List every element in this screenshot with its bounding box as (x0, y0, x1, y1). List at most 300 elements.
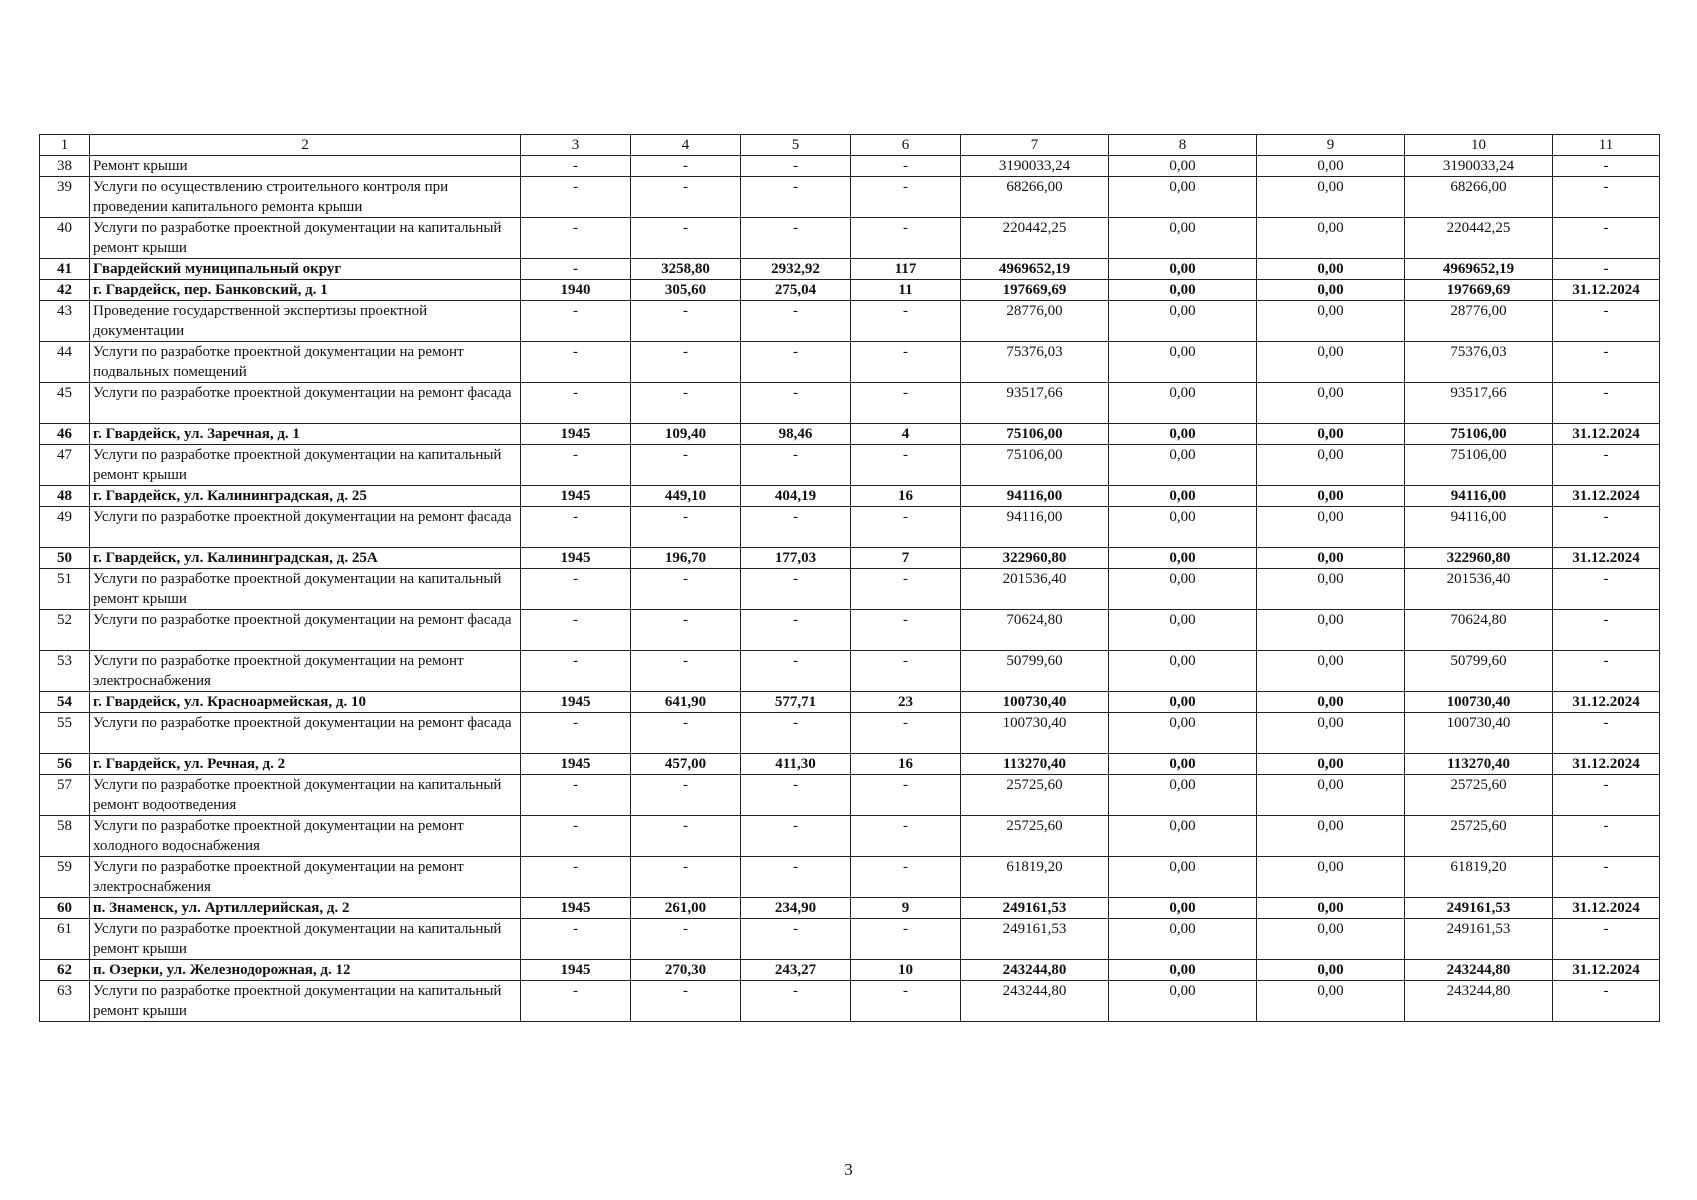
cell-item-name: Услуги по разработке проектной документации на ремонт электроснабжения (90, 857, 521, 898)
cell-year: - (521, 981, 631, 1022)
cell-completion-date: - (1553, 507, 1660, 548)
cell-completion-date: - (1553, 383, 1660, 424)
cell-cost-fund: 0,00 (1109, 775, 1257, 816)
cell-residents: 7 (851, 548, 961, 569)
cell-residents: 23 (851, 692, 961, 713)
header-cell: 7 (961, 135, 1109, 156)
cell-residents: - (851, 857, 961, 898)
cell-completion-date: - (1553, 342, 1660, 383)
cell-cost-total: 75106,00 (961, 424, 1109, 445)
cell-row-number: 47 (40, 445, 90, 486)
table-row (40, 218, 1660, 259)
cell-area-total: - (631, 857, 741, 898)
cell-item-name: г. Гвардейск, ул. Заречная, д. 1 (90, 424, 521, 445)
cell-cost-fund: 0,00 (1109, 301, 1257, 342)
cell-cost-fund: 0,00 (1109, 280, 1257, 301)
table-row (40, 981, 1660, 1022)
cell-cost-total: 93517,66 (961, 383, 1109, 424)
table-row (40, 445, 1660, 486)
cell-area-living: 577,71 (741, 692, 851, 713)
cell-item-name: п. Знаменск, ул. Артиллерийская, д. 2 (90, 898, 521, 919)
cell-cost-fund: 0,00 (1109, 259, 1257, 280)
cell-item-name: Гвардейский муниципальный округ (90, 259, 521, 280)
cell-residents: 16 (851, 754, 961, 775)
cell-row-number: 44 (40, 342, 90, 383)
table-row (40, 816, 1660, 857)
cell-cost-owner: 61819,20 (1405, 857, 1553, 898)
cell-completion-date: - (1553, 569, 1660, 610)
header-cell: 1 (40, 135, 90, 156)
cell-cost-other: 0,00 (1257, 651, 1405, 692)
cell-cost-total: 68266,00 (961, 177, 1109, 218)
cell-cost-other: 0,00 (1257, 857, 1405, 898)
cell-cost-fund: 0,00 (1109, 218, 1257, 259)
cell-cost-owner: 243244,80 (1405, 960, 1553, 981)
cell-row-number: 56 (40, 754, 90, 775)
cell-cost-total: 75106,00 (961, 445, 1109, 486)
cell-area-living: - (741, 713, 851, 754)
cell-completion-date: - (1553, 301, 1660, 342)
cell-cost-owner: 75376,03 (1405, 342, 1553, 383)
cell-area-living: 404,19 (741, 486, 851, 507)
table-row (40, 156, 1660, 177)
cell-item-name: г. Гвардейск, ул. Калининградская, д. 25А (90, 548, 521, 569)
table-body (40, 135, 1660, 1022)
cell-cost-fund: 0,00 (1109, 445, 1257, 486)
cell-completion-date: 31.12.2024 (1553, 754, 1660, 775)
cell-cost-other: 0,00 (1257, 424, 1405, 445)
cell-cost-other: 0,00 (1257, 156, 1405, 177)
cell-cost-owner: 100730,40 (1405, 713, 1553, 754)
cell-area-total: 305,60 (631, 280, 741, 301)
cell-year: - (521, 857, 631, 898)
cell-area-living: 275,04 (741, 280, 851, 301)
page-number: 3 (844, 1160, 853, 1179)
cell-residents: - (851, 610, 961, 651)
cell-cost-fund: 0,00 (1109, 177, 1257, 218)
cell-row-number: 45 (40, 383, 90, 424)
cell-cost-fund: 0,00 (1109, 610, 1257, 651)
cell-year: - (521, 218, 631, 259)
cell-cost-total: 201536,40 (961, 569, 1109, 610)
header-row (40, 135, 1660, 156)
cell-year: - (521, 445, 631, 486)
cell-completion-date: - (1553, 445, 1660, 486)
cell-area-living: - (741, 610, 851, 651)
cell-completion-date: 31.12.2024 (1553, 692, 1660, 713)
cell-row-number: 61 (40, 919, 90, 960)
table-row-address (40, 424, 1660, 445)
cell-year: 1945 (521, 692, 631, 713)
cell-completion-date: 31.12.2024 (1553, 424, 1660, 445)
cell-cost-total: 28776,00 (961, 301, 1109, 342)
cell-cost-total: 322960,80 (961, 548, 1109, 569)
cell-item-name: Услуги по разработке проектной документации на капитальный ремонт крыши (90, 919, 521, 960)
cell-completion-date: - (1553, 981, 1660, 1022)
cell-area-total: - (631, 713, 741, 754)
cell-year: 1945 (521, 898, 631, 919)
cell-cost-fund: 0,00 (1109, 486, 1257, 507)
cell-row-number: 54 (40, 692, 90, 713)
cell-area-total: - (631, 919, 741, 960)
cell-completion-date: - (1553, 218, 1660, 259)
cell-cost-other: 0,00 (1257, 775, 1405, 816)
cell-cost-other: 0,00 (1257, 898, 1405, 919)
cell-cost-other: 0,00 (1257, 342, 1405, 383)
cell-area-total: - (631, 569, 741, 610)
cell-cost-total: 100730,40 (961, 713, 1109, 754)
cell-cost-other: 0,00 (1257, 507, 1405, 548)
cell-row-number: 43 (40, 301, 90, 342)
cell-residents: 117 (851, 259, 961, 280)
cell-cost-owner: 28776,00 (1405, 301, 1553, 342)
cell-area-living: 177,03 (741, 548, 851, 569)
cell-completion-date: - (1553, 919, 1660, 960)
cell-item-name: Услуги по разработке проектной документации на капитальный ремонт водоотведения (90, 775, 521, 816)
cell-cost-owner: 249161,53 (1405, 898, 1553, 919)
cell-year: 1940 (521, 280, 631, 301)
cell-area-total: - (631, 651, 741, 692)
cell-year: - (521, 301, 631, 342)
cell-row-number: 39 (40, 177, 90, 218)
cell-cost-other: 0,00 (1257, 301, 1405, 342)
table-row (40, 177, 1660, 218)
cell-cost-owner: 75106,00 (1405, 424, 1553, 445)
cell-cost-owner: 94116,00 (1405, 486, 1553, 507)
cell-cost-owner: 3190033,24 (1405, 156, 1553, 177)
table-row (40, 383, 1660, 424)
cell-item-name: г. Гвардейск, ул. Калининградская, д. 25 (90, 486, 521, 507)
cell-row-number: 60 (40, 898, 90, 919)
cell-cost-fund: 0,00 (1109, 692, 1257, 713)
table-row (40, 919, 1660, 960)
cell-completion-date: - (1553, 775, 1660, 816)
cell-cost-other: 0,00 (1257, 919, 1405, 960)
cell-cost-other: 0,00 (1257, 383, 1405, 424)
cell-item-name: Услуги по разработке проектной документации на ремонт фасада (90, 507, 521, 548)
header-cell: 4 (631, 135, 741, 156)
cell-area-total: 196,70 (631, 548, 741, 569)
cell-cost-owner: 70624,80 (1405, 610, 1553, 651)
cell-year: - (521, 816, 631, 857)
cell-residents: - (851, 981, 961, 1022)
cell-cost-total: 243244,80 (961, 960, 1109, 981)
cell-area-total: - (631, 383, 741, 424)
cell-cost-other: 0,00 (1257, 610, 1405, 651)
cell-area-living: - (741, 383, 851, 424)
table-row (40, 610, 1660, 651)
cell-item-name: Услуги по разработке проектной документации на ремонт подвальных помещений (90, 342, 521, 383)
cell-year: - (521, 507, 631, 548)
table-row (40, 507, 1660, 548)
cell-cost-total: 3190033,24 (961, 156, 1109, 177)
table-row-address (40, 754, 1660, 775)
table-row (40, 569, 1660, 610)
cell-item-name: Услуги по разработке проектной документации на капитальный ремонт крыши (90, 569, 521, 610)
cell-cost-total: 50799,60 (961, 651, 1109, 692)
cell-cost-owner: 201536,40 (1405, 569, 1553, 610)
cell-year: - (521, 259, 631, 280)
cell-item-name: Услуги по разработке проектной документации на ремонт электроснабжения (90, 651, 521, 692)
cell-cost-fund: 0,00 (1109, 383, 1257, 424)
cell-area-total: - (631, 507, 741, 548)
cell-item-name: Услуги по разработке проектной документации на капитальный ремонт крыши (90, 218, 521, 259)
cell-year: 1945 (521, 424, 631, 445)
cell-cost-owner: 100730,40 (1405, 692, 1553, 713)
cell-row-number: 58 (40, 816, 90, 857)
cell-residents: - (851, 569, 961, 610)
table-row-address (40, 259, 1660, 280)
cell-cost-fund: 0,00 (1109, 424, 1257, 445)
cell-cost-other: 0,00 (1257, 816, 1405, 857)
cell-completion-date: 31.12.2024 (1553, 548, 1660, 569)
cell-cost-fund: 0,00 (1109, 981, 1257, 1022)
table-row (40, 301, 1660, 342)
cell-cost-owner: 25725,60 (1405, 816, 1553, 857)
cell-cost-other: 0,00 (1257, 548, 1405, 569)
cell-cost-owner: 243244,80 (1405, 981, 1553, 1022)
cell-cost-owner: 25725,60 (1405, 775, 1553, 816)
cell-area-total: - (631, 445, 741, 486)
cell-year: - (521, 156, 631, 177)
cell-cost-total: 25725,60 (961, 816, 1109, 857)
cell-item-name: Услуги по разработке проектной документации на капитальный ремонт крыши (90, 981, 521, 1022)
cell-area-living: 98,46 (741, 424, 851, 445)
cell-cost-total: 61819,20 (961, 857, 1109, 898)
cell-area-living: - (741, 569, 851, 610)
header-cell: 11 (1553, 135, 1660, 156)
table-row (40, 775, 1660, 816)
cell-completion-date: - (1553, 651, 1660, 692)
cell-residents: 16 (851, 486, 961, 507)
cell-year: - (521, 919, 631, 960)
table-row-address (40, 280, 1660, 301)
cell-area-living: - (741, 919, 851, 960)
cell-cost-total: 100730,40 (961, 692, 1109, 713)
cell-row-number: 46 (40, 424, 90, 445)
cell-cost-total: 113270,40 (961, 754, 1109, 775)
cell-area-living: - (741, 981, 851, 1022)
cell-year: - (521, 177, 631, 218)
cell-residents: - (851, 713, 961, 754)
cell-cost-owner: 50799,60 (1405, 651, 1553, 692)
cell-item-name: Ремонт крыши (90, 156, 521, 177)
cell-area-total: 457,00 (631, 754, 741, 775)
cell-cost-owner: 197669,69 (1405, 280, 1553, 301)
cell-area-living: - (741, 775, 851, 816)
cell-area-living: 2932,92 (741, 259, 851, 280)
cell-area-living: 411,30 (741, 754, 851, 775)
header-cell: 8 (1109, 135, 1257, 156)
cell-item-name: Проведение государственной экспертизы проектной документации (90, 301, 521, 342)
cell-residents: - (851, 218, 961, 259)
cell-row-number: 48 (40, 486, 90, 507)
cell-row-number: 40 (40, 218, 90, 259)
cell-year: - (521, 775, 631, 816)
table-row-address (40, 692, 1660, 713)
cell-year: 1945 (521, 548, 631, 569)
table-row-address (40, 960, 1660, 981)
cell-area-total: - (631, 156, 741, 177)
cell-residents: - (851, 816, 961, 857)
cell-cost-fund: 0,00 (1109, 816, 1257, 857)
table-row (40, 857, 1660, 898)
cell-completion-date: 31.12.2024 (1553, 486, 1660, 507)
cell-cost-other: 0,00 (1257, 177, 1405, 218)
cell-cost-other: 0,00 (1257, 713, 1405, 754)
cell-area-total: - (631, 775, 741, 816)
cell-row-number: 50 (40, 548, 90, 569)
cell-year: - (521, 651, 631, 692)
cell-cost-total: 220442,25 (961, 218, 1109, 259)
cell-row-number: 63 (40, 981, 90, 1022)
cell-completion-date: - (1553, 713, 1660, 754)
cell-area-living: - (741, 651, 851, 692)
cell-row-number: 51 (40, 569, 90, 610)
cell-area-total: 261,00 (631, 898, 741, 919)
cell-year: - (521, 569, 631, 610)
cell-area-total: - (631, 610, 741, 651)
cell-residents: - (851, 177, 961, 218)
cell-area-living: - (741, 816, 851, 857)
cell-completion-date: 31.12.2024 (1553, 960, 1660, 981)
cell-residents: - (851, 301, 961, 342)
table-row (40, 651, 1660, 692)
cell-residents: - (851, 342, 961, 383)
data-table (39, 134, 1660, 1022)
cell-area-living: - (741, 857, 851, 898)
cell-residents: 9 (851, 898, 961, 919)
cell-cost-other: 0,00 (1257, 754, 1405, 775)
cell-cost-fund: 0,00 (1109, 507, 1257, 548)
header-cell: 5 (741, 135, 851, 156)
cell-row-number: 57 (40, 775, 90, 816)
cell-completion-date: - (1553, 857, 1660, 898)
cell-item-name: г. Гвардейск, пер. Банковский, д. 1 (90, 280, 521, 301)
cell-area-living: - (741, 177, 851, 218)
cell-cost-fund: 0,00 (1109, 548, 1257, 569)
cell-area-living: - (741, 218, 851, 259)
table-row (40, 713, 1660, 754)
cell-item-name: г. Гвардейск, ул. Речная, д. 2 (90, 754, 521, 775)
header-cell: 3 (521, 135, 631, 156)
cell-year: - (521, 610, 631, 651)
cell-cost-fund: 0,00 (1109, 754, 1257, 775)
cell-cost-fund: 0,00 (1109, 919, 1257, 960)
cell-item-name: Услуги по разработке проектной документации на ремонт фасада (90, 383, 521, 424)
cell-cost-total: 4969652,19 (961, 259, 1109, 280)
cell-completion-date: - (1553, 259, 1660, 280)
table-row-address (40, 548, 1660, 569)
cell-area-living: - (741, 445, 851, 486)
cell-cost-owner: 68266,00 (1405, 177, 1553, 218)
cell-area-living: 234,90 (741, 898, 851, 919)
cell-completion-date: - (1553, 610, 1660, 651)
cell-row-number: 52 (40, 610, 90, 651)
table-row-address (40, 898, 1660, 919)
table-row-address (40, 486, 1660, 507)
cell-cost-total: 25725,60 (961, 775, 1109, 816)
cell-cost-other: 0,00 (1257, 981, 1405, 1022)
cell-row-number: 62 (40, 960, 90, 981)
cell-item-name: Услуги по осуществлению строительного контроля при проведении капитального ремонта крыши (90, 177, 521, 218)
cell-item-name: Услуги по разработке проектной документации на капитальный ремонт крыши (90, 445, 521, 486)
cell-cost-other: 0,00 (1257, 218, 1405, 259)
table-row (40, 342, 1660, 383)
cell-cost-other: 0,00 (1257, 486, 1405, 507)
cell-cost-total: 70624,80 (961, 610, 1109, 651)
cell-completion-date: - (1553, 177, 1660, 218)
cell-row-number: 42 (40, 280, 90, 301)
header-cell: 2 (90, 135, 521, 156)
cell-cost-owner: 220442,25 (1405, 218, 1553, 259)
cell-item-name: Услуги по разработке проектной документации на ремонт фасада (90, 610, 521, 651)
cell-area-total: 641,90 (631, 692, 741, 713)
cell-cost-owner: 75106,00 (1405, 445, 1553, 486)
cell-area-total: - (631, 301, 741, 342)
cell-area-total: - (631, 816, 741, 857)
cell-area-living: - (741, 507, 851, 548)
cell-cost-owner: 322960,80 (1405, 548, 1553, 569)
cell-item-name: Услуги по разработке проектной документации на ремонт холодного водоснабжения (90, 816, 521, 857)
cell-cost-total: 197669,69 (961, 280, 1109, 301)
cell-area-total: - (631, 177, 741, 218)
cell-cost-owner: 4969652,19 (1405, 259, 1553, 280)
cell-cost-fund: 0,00 (1109, 156, 1257, 177)
cell-row-number: 59 (40, 857, 90, 898)
cell-row-number: 38 (40, 156, 90, 177)
cell-item-name: Услуги по разработке проектной документации на ремонт фасада (90, 713, 521, 754)
cell-residents: - (851, 445, 961, 486)
cell-row-number: 49 (40, 507, 90, 548)
header-cell: 6 (851, 135, 961, 156)
cell-cost-other: 0,00 (1257, 569, 1405, 610)
header-cell: 9 (1257, 135, 1405, 156)
cell-area-total: - (631, 218, 741, 259)
cell-residents: - (851, 507, 961, 548)
cell-cost-total: 249161,53 (961, 919, 1109, 960)
cell-cost-total: 249161,53 (961, 898, 1109, 919)
cell-cost-fund: 0,00 (1109, 713, 1257, 754)
cell-item-name: п. Озерки, ул. Железнодорожная, д. 12 (90, 960, 521, 981)
cell-completion-date: 31.12.2024 (1553, 280, 1660, 301)
cell-area-total: 3258,80 (631, 259, 741, 280)
cell-completion-date: 31.12.2024 (1553, 898, 1660, 919)
cell-year: - (521, 342, 631, 383)
cell-cost-fund: 0,00 (1109, 898, 1257, 919)
cell-cost-fund: 0,00 (1109, 960, 1257, 981)
cell-completion-date: - (1553, 156, 1660, 177)
cell-cost-fund: 0,00 (1109, 569, 1257, 610)
cell-cost-total: 75376,03 (961, 342, 1109, 383)
cell-cost-other: 0,00 (1257, 280, 1405, 301)
cell-area-total: - (631, 981, 741, 1022)
cell-cost-other: 0,00 (1257, 445, 1405, 486)
header-cell: 10 (1405, 135, 1553, 156)
cell-year: - (521, 713, 631, 754)
cell-row-number: 55 (40, 713, 90, 754)
cell-area-total: - (631, 342, 741, 383)
cell-cost-fund: 0,00 (1109, 342, 1257, 383)
cell-cost-fund: 0,00 (1109, 651, 1257, 692)
cell-cost-owner: 249161,53 (1405, 919, 1553, 960)
cell-completion-date: - (1553, 816, 1660, 857)
cell-residents: - (851, 156, 961, 177)
cell-area-total: 449,10 (631, 486, 741, 507)
cell-cost-other: 0,00 (1257, 960, 1405, 981)
cell-cost-owner: 93517,66 (1405, 383, 1553, 424)
cell-year: 1945 (521, 754, 631, 775)
